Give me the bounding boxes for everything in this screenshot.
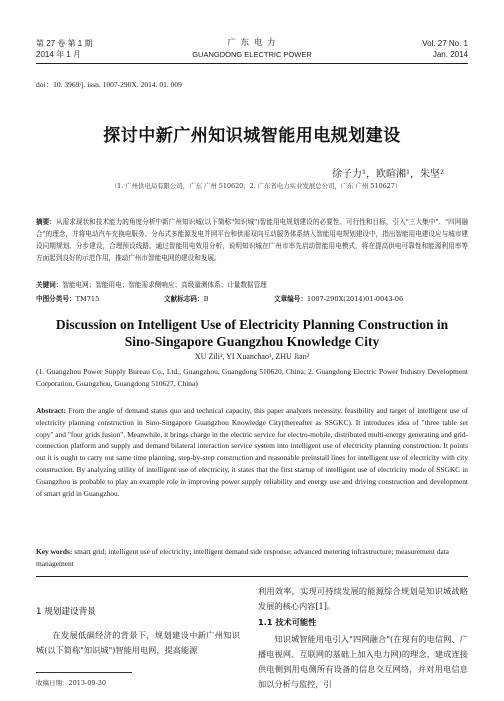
- keywords-cn-label: 关键词：: [36, 281, 63, 289]
- abstract-divider: [36, 576, 468, 577]
- authors-en: XU Zili¹, YI Xuanchao¹, ZHU Jian²: [194, 352, 310, 361]
- clc-number: [36, 293, 99, 303]
- affiliation-cn: （1. 广州供电局有限公司，广东 广州 510620；2. 广东省电力实业发展总公司，广东 广州 510627）: [110, 182, 402, 190]
- header-center: [152, 38, 352, 60]
- affiliation-en: (1. Guangzhou Power Supply Bureau Co., Ltd., Guangzhou, Guangdong 510620, China; 2. Guangdong Electric Power Industry Development Corporation, Guangzhou, Guangdong 510627, China): [36, 367, 468, 388]
- journal-name-cn: 广 东 电 力: [227, 38, 277, 48]
- body-right-paragraph-1: 利用效率，实现可持续发展的能源综合规划是知识城战略发展的核心内容[1]。: [258, 586, 468, 611]
- clc-value: TM715: [75, 295, 100, 303]
- abstract-en-label: Abstract:: [36, 406, 66, 415]
- abstract-en: [36, 405, 468, 499]
- keywords-cn: [36, 279, 267, 289]
- article-number-value: 1007-290X(2014)01-0043-06: [306, 295, 404, 303]
- keywords-en: [36, 546, 468, 570]
- header-volume-cn: 第 27 卷 第 1 期: [36, 39, 93, 48]
- doi: doi：10. 3969/j. issn. 1007-290X. 2014. 01. 009: [36, 80, 182, 89]
- header-left: [36, 38, 92, 60]
- header-volume-en: Vol. 27 No. 1: [422, 39, 468, 48]
- abstract-en-text: From the angle of demand status quo and technical capacity, this paper analyzes necessity, feasibility and target of intelligent use of electricity planning construction in Sino-Singapore Guangzhou Knowledge City(thereafter as SSGKC). It introduces idea of "three table set copy" and "four grids fusion". Meanwhile, it brings charge in the electric service for electro-mobile, distributed multi-energy generating and grid-connection platform and supply and demand bilateral interaction service system into intelligent use of electricity planning construction. It points out it is ought to carry out same time planning, step-by-step construction and reasonable preinstall lines for intelligent use of electricity with city construction. By analyzing utility of intelligent use of electricity, it states that the first startup of intelligent use of electricity mode of SSGKC in Guangzhou is probable to play an example role in improving power supply reliability and energy use and driving construction and development of smart grid in Guangzhou.: [36, 406, 468, 498]
- received-date: 收稿日期：2013-09-30: [36, 679, 106, 687]
- keywords-cn-text: 智能电网；智能用电；智能需求侧响应；高级量测体系；计量数据管理: [62, 281, 267, 289]
- subsection-1-1-heading: 1.1 技术可能性: [258, 617, 317, 627]
- header-right: [422, 38, 468, 60]
- abstract-cn-label: 摘要：: [36, 218, 56, 226]
- document-code-value: B: [203, 295, 209, 303]
- document-code-label: 文献标志码：: [164, 295, 204, 303]
- header-rule: [36, 63, 468, 64]
- journal-name-en: GUANGDONG ELECTRIC POWER: [192, 50, 312, 59]
- article-number-label: 文章编号：: [274, 295, 307, 303]
- abstract-cn-text: 从需求现状和技术能力的角度分析中新广州知识城(以下简称"知识城")智能用电规划建设的必要性、可行性和目标，引入"三大集中"、"四网融合"的理念，并将电动汽车充换电服务、分布式多能源发电并网平台和供需双向互动服务体系纳入智能用电规划建设中，指出智能用电建设应与城市建设同期规划、分步建设，合理预设线路。通过智能用电效用分析，说明知识城在广州市率先启动智能用电模式，将在提高供电可靠性和能源利用率等方面起到良好的示范作用，推动广州市智能电网的建设和发展。: [36, 218, 469, 262]
- body-left-paragraph: 在发展低碳经济的背景下，规划建设中新广州知识城(以下简称"知识城")智能用电网，提高能源: [36, 630, 240, 655]
- article-title-en-line2: Sino-Singapore Guangzhou Knowledge City: [124, 334, 380, 349]
- article-title-cn: 探讨中新广州知识城智能用电规划建设: [103, 126, 401, 146]
- footnote-rule: [36, 672, 132, 673]
- header-date-en: Jan. 2014: [432, 50, 468, 59]
- header-date-cn: 2014 年 1 月: [36, 50, 81, 59]
- document-code: [164, 293, 208, 303]
- keywords-en-text: smart grid; intelligent use of electricity; intelligent demand side response; advanced metering infrastructure; measurement data management: [36, 547, 449, 568]
- keywords-en-label: Key words:: [36, 547, 73, 556]
- article-number: [274, 293, 403, 303]
- abstract-cn: [36, 216, 468, 264]
- body-right-paragraph-2: 知识城智能用电引入"四网融合"(在现有的电信网、广播电视网、互联网的基础上加入电力网)的理念，建成连接供电侧到用电侧所有设备的信息交互网络，并对用电信息加以分析与监控，引: [258, 634, 468, 689]
- authors-cn: 徐子力¹，欧暄湘¹，朱坚²: [331, 169, 444, 180]
- clc-label: 中图分类号：: [36, 295, 76, 303]
- section-1-heading: 1 规划建设背景: [36, 607, 96, 617]
- article-title-en-line1: Discussion on Intelligent Use of Electricity Planning Construction in: [55, 317, 449, 332]
